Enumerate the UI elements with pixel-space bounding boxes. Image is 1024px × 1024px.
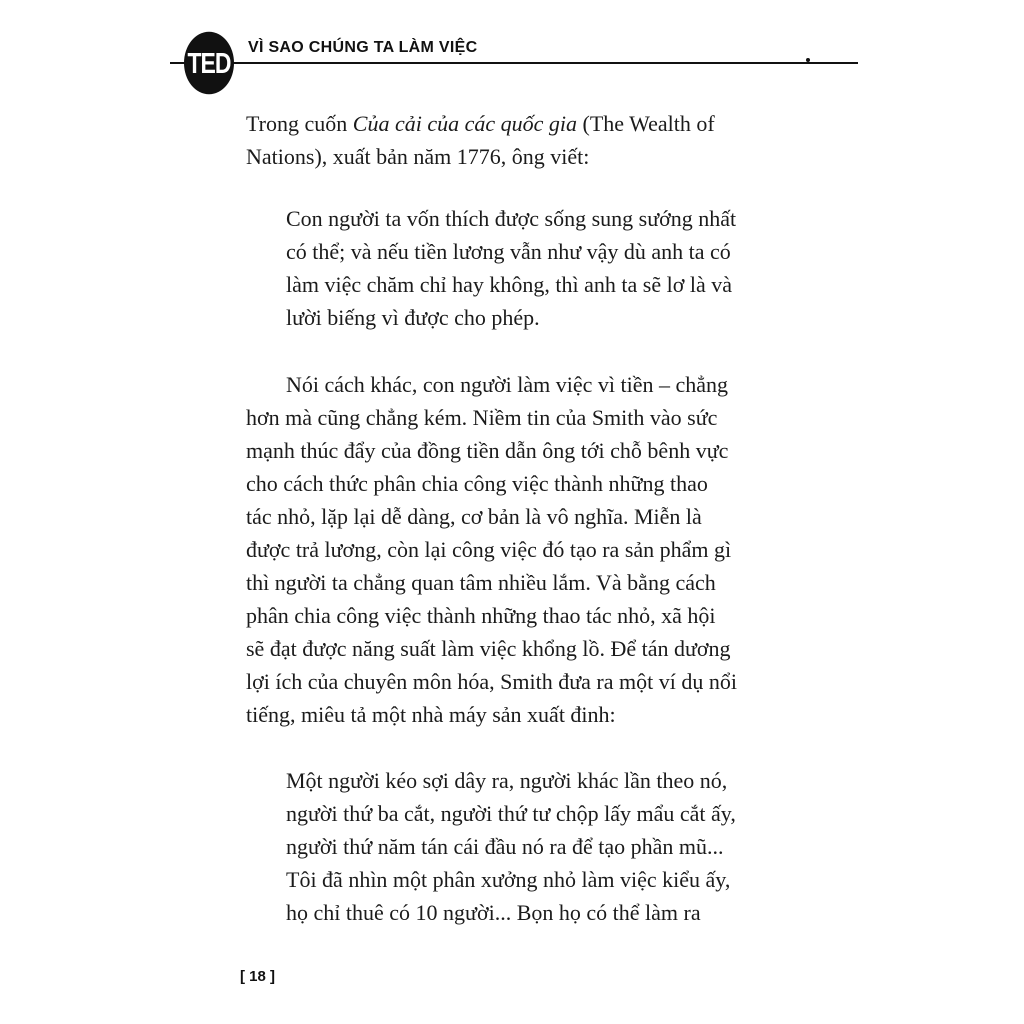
quote-line: Tôi đã nhìn một phân xưởng nhỏ làm việc kiểu ấy, bbox=[286, 867, 731, 892]
quote-line: làm việc chăm chỉ hay không, thì anh ta sẽ lơ là và bbox=[286, 272, 732, 297]
paragraph-line bbox=[246, 107, 806, 140]
quote-line: lười biếng vì được cho phép. bbox=[286, 305, 540, 330]
page-number: [ 18 ] bbox=[240, 968, 276, 985]
book-title: Của cải của các quốc gia bbox=[352, 111, 577, 136]
paragraph-line: sẽ đạt được năng suất làm việc khổng lồ. Để tán dương bbox=[246, 636, 731, 661]
paragraph-line: thì người ta chẳng quan tâm nhiều lắm. Và bằng cách bbox=[246, 570, 716, 595]
quote-line: Một người kéo sợi dây ra, người khác lần theo nó, bbox=[286, 768, 728, 793]
text-run: Trong cuốn bbox=[246, 111, 353, 136]
paragraph-line: hơn mà cũng chẳng kém. Niềm tin của Smith vào sức bbox=[246, 405, 718, 430]
header-rule-ornament bbox=[806, 58, 810, 62]
paragraph-line: tác nhỏ, lặp lại dễ dàng, cơ bản là vô nghĩa. Miễn là bbox=[246, 504, 702, 529]
paragraph-line: lợi ích của chuyên môn hóa, Smith đưa ra một ví dụ nổi bbox=[246, 669, 737, 694]
page-header bbox=[170, 32, 860, 82]
quote-line: có thể; và nếu tiền lương vẫn như vậy dù anh ta có bbox=[286, 239, 731, 264]
quote-line: Con người ta vốn thích được sống sung sướng nhất bbox=[286, 206, 737, 231]
paragraph-line: tiếng, miêu tả một nhà máy sản xuất đinh: bbox=[246, 702, 616, 727]
paragraph-main bbox=[246, 368, 806, 731]
paragraph-line: được trả lương, còn lại công việc đó tạo ra sản phẩm gì bbox=[246, 537, 732, 562]
paragraph-line: Nations), xuất bản năm 1776, ông viết: bbox=[246, 144, 590, 169]
paragraph-line: mạnh thúc đẩy của đồng tiền dẫn ông tới chỗ bênh vực bbox=[246, 438, 729, 463]
header-rule bbox=[170, 62, 858, 64]
quote-line: người thứ ba cắt, người thứ tư chộp lấy mẩu cắt ấy, bbox=[286, 801, 736, 826]
quote-line: họ chỉ thuê có 10 người... Bọn họ có thể làm ra bbox=[286, 900, 701, 925]
ted-logo: TED bbox=[184, 32, 234, 95]
block-quote-1 bbox=[286, 202, 806, 334]
running-title: VÌ SAO CHÚNG TA LÀM VIỆC bbox=[248, 39, 483, 57]
paragraph-intro bbox=[246, 107, 806, 173]
paragraph-line: Nói cách khác, con người làm việc vì tiền – chẳng bbox=[286, 372, 729, 397]
block-quote-2 bbox=[286, 764, 806, 929]
paragraph-line: phân chia công việc thành những thao tác nhỏ, xã hội bbox=[246, 603, 716, 628]
quote-line: người thứ năm tán cái đầu nó ra để tạo phần mũ... bbox=[286, 834, 724, 859]
paragraph-line: cho cách thức phân chia công việc thành những thao bbox=[246, 471, 708, 496]
text-run: (The Wealth of bbox=[577, 111, 715, 136]
